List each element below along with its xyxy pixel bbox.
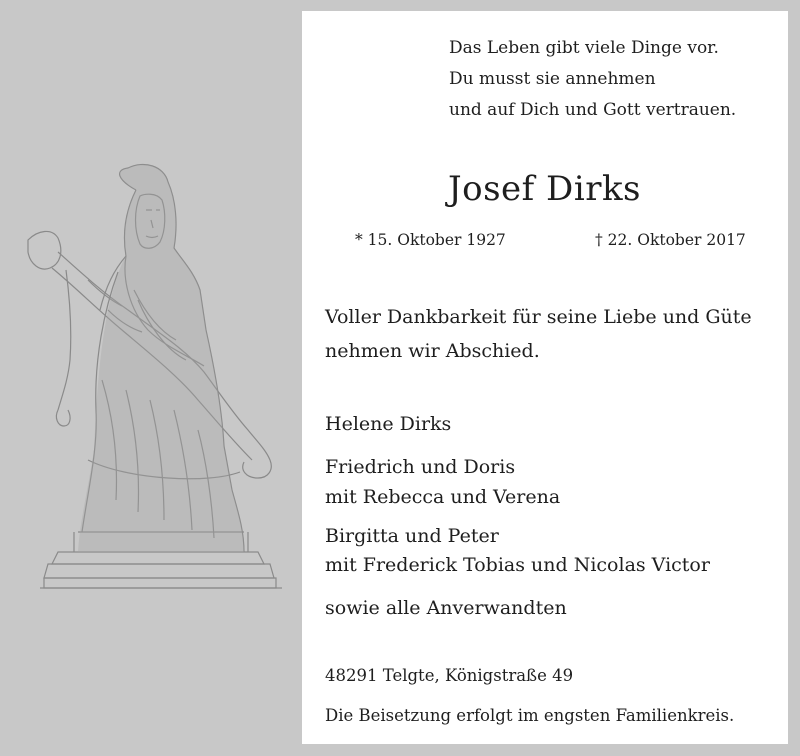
death-date: † 22. Oktober 2017 [595,231,746,249]
deceased-name: Josef Dirks [448,169,641,209]
verse-line-3: und auf Dich und Gott vertrauen. [449,100,737,120]
pieta-statue-image [18,160,288,600]
birth-date: * 15. Oktober 1927 [355,231,506,249]
mourner-4: sowie alle Anverwandten [325,597,567,619]
funeral-note: Die Beisetzung erfolgt im engsten Familienkreis. [325,706,735,725]
mourner-2-line-1: Friedrich und Doris [325,456,516,478]
address: 48291 Telgte, Königstraße 49 [325,666,574,685]
verse-line-2: Du musst sie annehmen [449,69,656,89]
message-line-1: Voller Dankbarkeit für seine Liebe und Güte [325,306,752,328]
mourner-3-line-1: Birgitta und Peter [325,525,499,547]
mourner-3-line-2: mit Frederick Tobias und Nicolas Victor [325,554,710,576]
message-line-2: nehmen wir Abschied. [325,340,540,362]
verse-line-1: Das Leben gibt viele Dinge vor. [449,38,719,58]
obituary-card [302,11,788,744]
image-panel [0,0,302,756]
mourner-2-line-2: mit Rebecca und Verena [325,486,561,508]
mourner-1: Helene Dirks [325,413,452,435]
